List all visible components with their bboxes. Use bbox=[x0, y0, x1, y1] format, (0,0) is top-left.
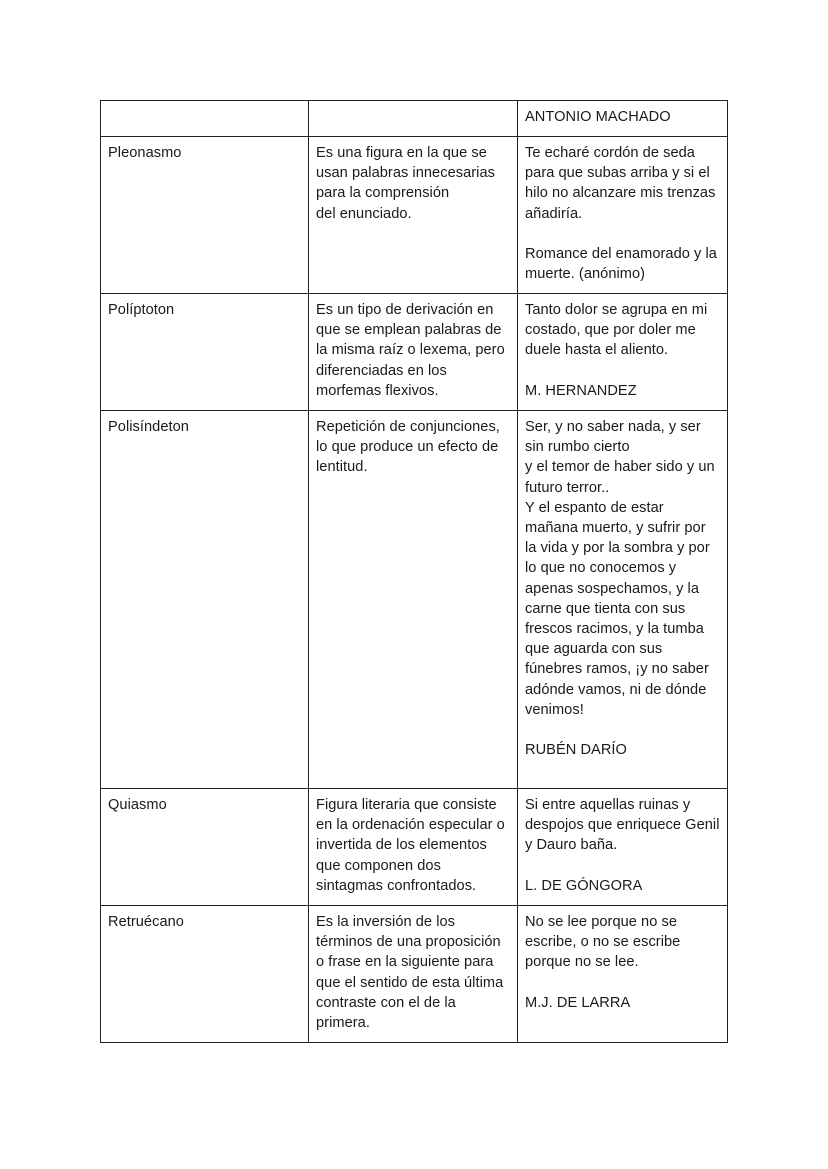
example-quote: No se lee porque no se escribe, o no se escribe porque no se lee. bbox=[525, 914, 681, 971]
definition-cell bbox=[309, 411, 518, 789]
figure-name: Quiasmo bbox=[108, 797, 167, 813]
figure-name-cell bbox=[101, 789, 309, 906]
definition-cell bbox=[309, 789, 518, 906]
example-quote: Te echaré cordón de seda para que subas arriba y si el hilo no alcanzare mis trenzas añadiría. bbox=[525, 145, 716, 222]
table-row bbox=[101, 411, 728, 789]
figure-definition: Es un tipo de derivación en que se emplean palabras de la misma raíz o lexema, pero diferenciadas en los morfemas flexivos. bbox=[316, 302, 505, 399]
paragraph-gap bbox=[525, 856, 720, 876]
header-cell-author bbox=[518, 101, 728, 137]
table-row bbox=[101, 789, 728, 906]
example-cell bbox=[518, 294, 728, 411]
table-header-row bbox=[101, 101, 728, 137]
example-cell bbox=[518, 137, 728, 294]
figure-name-cell bbox=[101, 411, 309, 789]
table-row bbox=[101, 294, 728, 411]
example-quote: Si entre aquellas ruinas y despojos que enriquece Genil y Dauro baña. bbox=[525, 797, 720, 854]
example-cell bbox=[518, 411, 728, 789]
figure-definition: Es una figura en la que se usan palabras innecesarias para la comprensión del enunciado. bbox=[316, 145, 495, 222]
example-author: M.J. DE LARRA bbox=[525, 994, 631, 1011]
example-author: M. HERNANDEZ bbox=[525, 382, 637, 399]
example-author: L. DE GÓNGORA bbox=[525, 877, 643, 894]
example-author: RUBÉN DARÍO bbox=[525, 742, 627, 759]
figure-definition: Repetición de conjunciones, lo que produce un efecto de lentitud. bbox=[316, 419, 500, 476]
figure-name-cell bbox=[101, 137, 309, 294]
paragraph-gap bbox=[525, 973, 720, 993]
table-row bbox=[101, 906, 728, 1043]
figure-name-cell bbox=[101, 294, 309, 411]
definition-cell bbox=[309, 137, 518, 294]
figure-name-cell bbox=[101, 906, 309, 1043]
header-author-text: ANTONIO MACHADO bbox=[525, 109, 671, 125]
figure-name: Pleonasmo bbox=[108, 145, 182, 161]
table-row bbox=[101, 137, 728, 294]
paragraph-gap bbox=[525, 720, 720, 740]
figure-name: Retruécano bbox=[108, 914, 184, 930]
example-quote: Tanto dolor se agrupa en mi costado, que por doler me duele hasta el aliento. bbox=[525, 302, 708, 359]
example-cell bbox=[518, 906, 728, 1043]
paragraph-gap bbox=[525, 224, 720, 244]
figure-name: Políptoton bbox=[108, 302, 175, 318]
example-cell bbox=[518, 789, 728, 906]
definition-cell bbox=[309, 906, 518, 1043]
header-cell-definition bbox=[309, 101, 518, 137]
paragraph-gap bbox=[525, 361, 720, 381]
definition-cell bbox=[309, 294, 518, 411]
header-cell-figure bbox=[101, 101, 309, 137]
figure-definition: Figura literaria que consiste en la ordenación especular o invertida de los elementos que componen dos sintagmas confrontados. bbox=[316, 797, 505, 894]
figure-definition: Es la inversión de los términos de una proposición o frase en la siguiente para que el sentido de esta última contraste con el de la primera. bbox=[316, 914, 504, 1032]
rhetorical-figures-table bbox=[100, 100, 728, 1043]
figure-name: Polisíndeton bbox=[108, 419, 189, 435]
example-author: Romance del enamorado y la muerte. (anónimo) bbox=[525, 246, 717, 283]
example-quote: Ser, y no saber nada, y ser sin rumbo cierto y el temor de haber sido y un futuro terror.. Y el espanto de estar mañana muerto, y sufrir por la vida y por la sombra y por lo que no conocemos y apenas sospechamos, y la carne que tienta con sus frescos racimos, y la tumba que aguarda con sus fúnebres ramos, ¡y no saber adónde vamos, ni de dónde venimos! bbox=[525, 419, 715, 718]
